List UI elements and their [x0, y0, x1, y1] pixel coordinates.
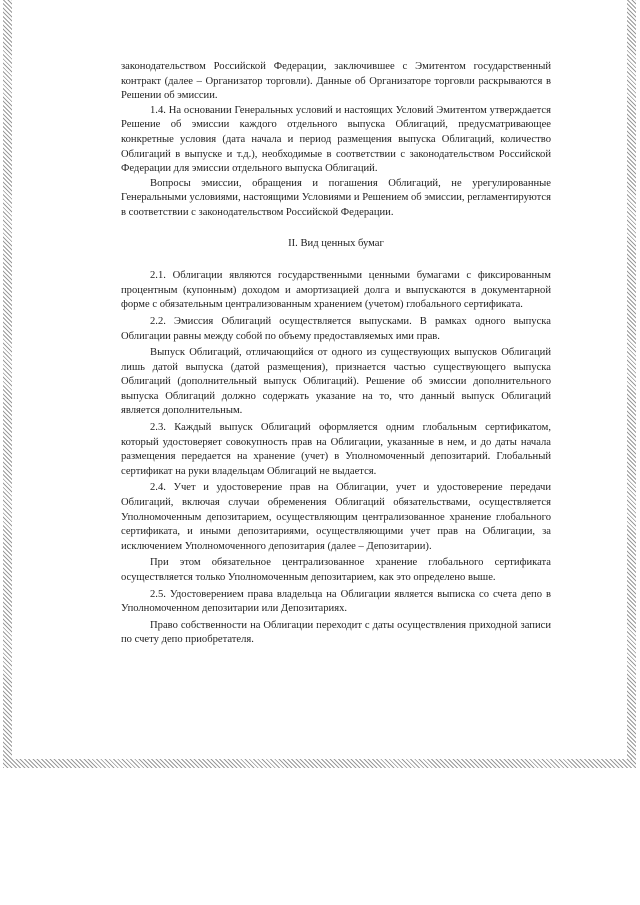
- paragraph-ownership: Право собственности на Облигации переходит с даты осуществления приходной записи по счету депо приобретателя.: [121, 619, 551, 646]
- page-border-right: [627, 0, 636, 768]
- page-border-left: [3, 0, 12, 768]
- paragraph-2-5: 2.5. Удостоверением права владельца на Облигации является выписка со счета депо в Уполномоченном депозитарии или Депозитариях.: [121, 588, 551, 615]
- paragraph-emission-questions: Вопросы эмиссии, обращения и погашения Облигаций, не урегулированные Генеральными условиями, настоящими Условиями и Решением об эмиссии, регламентируются в соответствии с законодательством Российской Федерации.: [121, 177, 551, 218]
- document-body: [121, 60, 551, 648]
- paragraph-1-4: 1.4. На основании Генеральных условий и настоящих Условий Эмитентом утверждается Решение об эмиссии каждого отдельного выпуска Облигаций, предусматривающее конкретные условия (дата начала и период размещения выпуска Облигаций, количество Облигаций в выпуске и т.д.), необходимые в соответствии с законодательством Российской Федерации для эмиссии отдельного выпуска Облигаций.: [121, 104, 551, 175]
- section-heading: II. Вид ценных бумаг: [288, 237, 384, 249]
- paragraph-organizer: законодательством Российской Федерации, заключившее с Эмитентом государственный контракт (далее – Организатор торговли). Данные об Организаторе торговли раскрываются в Решении об эмиссии.: [121, 61, 551, 102]
- paragraph-2-3: 2.3. Каждый выпуск Облигаций оформляется одним глобальным сертификатом, который удостоверяет совокупность прав на Облигации, указанные в нем, и до даты начала размещения передается на хранение (учет) в Уполномоченный депозитарий. Глобальный сертификат на руки владельцам Облигаций не выдается.: [121, 422, 551, 477]
- paragraph-2-4: 2.4. Учет и удостоверение прав на Облигации, учет и удостоверение передачи Облигаций, включая случаи обременения Облигаций обязательствами, осуществляется Уполномоченным депозитарием, осуществляющим централизованное хранение глобального сертификата, и иными депозитариями, осуществляющими учет прав на Облигации, за исключением Уполномоченного депозитария (далее – Депозитарии).: [121, 482, 551, 552]
- paragraph-2-2: 2.2. Эмиссия Облигаций осуществляется выпусками. В рамках одного выпуска Облигации равны между собой по объему предоставляемых ими прав.: [121, 315, 551, 342]
- paragraph-custody: При этом обязательное централизованное хранение глобального сертификата осуществляется только Уполномоченным депозитарием, как это определено выше.: [121, 557, 551, 583]
- paragraph-additional-issue: Выпуск Облигаций, отличающийся от одного из существующих выпусков Облигаций лишь датой выпуска (датой размещения), признается частью существующего выпуска Облигаций (дополнительный выпуск Облигаций). Решение об эмиссии дополнительного выпуска Облигаций должно содержать указание на то, что данный выпуск Облигаций является дополнительным.: [121, 347, 551, 417]
- page-border-bottom: [3, 759, 636, 768]
- paragraph-2-1: 2.1. Облигации являются государственными ценными бумагами с фиксированным процентным (купонным) доходом и амортизацией долга и выпускаются в документарной форме с обязательным централизованным хранением (учетом) глобального сертификата.: [121, 270, 551, 311]
